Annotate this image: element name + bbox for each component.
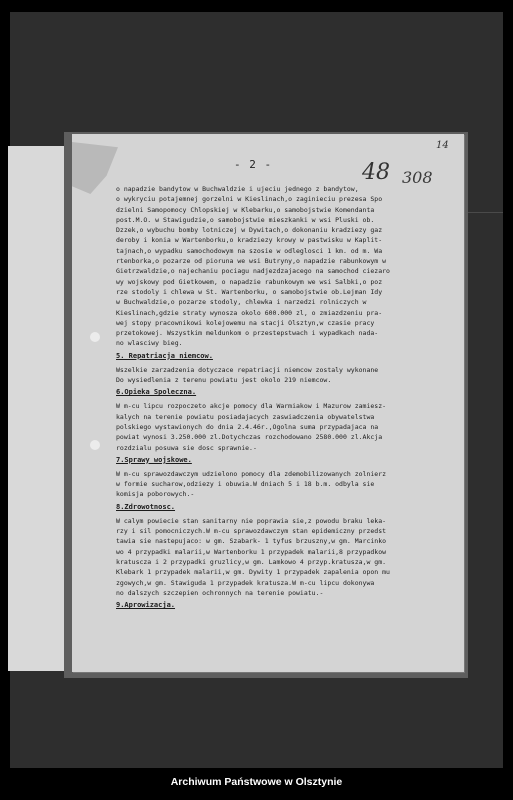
- handwritten-crossed-number: 308: [402, 168, 433, 187]
- text-line: tawia sie nastepujaco: w gm. Szabark- 1 tyfus brzuszny,w gm. Marcinko: [116, 537, 387, 546]
- underlying-page: [8, 146, 72, 671]
- text-line: w Buchwaldzie,o pozarze stodoly, chlewka i narzedzi rolniczych w: [116, 298, 367, 307]
- text-line: rozdzialu posuwa sie dosc sprawnie.-: [116, 443, 257, 452]
- corner-page-number: 14: [436, 140, 449, 151]
- text-line: zgowych,w gm. Stawiguda 1 przypadek kratusza.W m-cu lipcu dokonywa: [116, 578, 375, 587]
- page-number: - 2 -: [234, 158, 273, 171]
- text-line: Wszelkie zarzadzenia dotyczace repatriacji niemcow zostaly wykonane: [116, 365, 379, 374]
- punch-hole: [90, 332, 100, 342]
- text-line: wo 4 przypadki malarii,w Wartenborku 1 przypadek malarii,8 przypadkow: [116, 547, 387, 556]
- text-line: kalych na terenie powiatu posiadajacych zaswiadczenia obywatelstwa: [116, 412, 375, 421]
- text-line: tajnach,o wypadku samochodowym na szosie w odleglosci 1 km. od m. Wa: [116, 246, 383, 255]
- archive-caption: Archiwum Państwowe w Olsztynie: [170, 776, 343, 788]
- text-line: post.M.O. w Stawigudzie,o samobojstwie mieszkanki w wsi Pluski ob.: [116, 215, 375, 224]
- text-line: kratuscza i 2 przypadki gruzlicy,w gm. Lamkowo 4 przyp.kratusza,w gm.: [116, 557, 387, 566]
- text-line: dzielni Samopomocy Chlopskiej w Klebarku,o samobojstwie Komendanta: [116, 205, 375, 214]
- text-line: Do wysiedlenia z terenu powiatu jest okolo 219 niemcow.: [116, 376, 332, 385]
- text-line: Gietrzwaldzie,o najechaniu pociagu nadjezdzajacego na samochod ciezaro: [116, 267, 390, 276]
- text-line: W m-cu lipcu rozpoczeto akcje pomocy dla Warmiakow i Mazurow zamiesz-: [116, 402, 387, 411]
- section-heading-military: 7.Sprawy wojskowe.: [116, 455, 192, 464]
- text-line: wy wojskowy pod Gietkowem, o napadzie rabunkowym we wsi Salbki,o poz: [116, 277, 383, 286]
- text-line: W m-cu sprawozdawczym udzielono pomocy dla zdemobilizowanych zolnierz: [116, 469, 387, 478]
- punch-hole: [90, 440, 100, 450]
- section-heading-repatriation: 5. Repatriacja niemcow.: [116, 351, 213, 360]
- text-line: w formie sucharow,odziezy i obuwia.W dniach 5 i 18 b.m. odbyla sie: [116, 480, 375, 489]
- text-line: Kieslinach,gdzie straty wynosza okolo 600.000 zl, o zmiazdzeniu pra-: [116, 308, 383, 317]
- text-line: rzy i sil pomocniczych.W m-cu sprawozdawczym stan epidemiczny przedst: [116, 527, 387, 536]
- text-line: no dalszych szczepien ochronnych na terenie powiatu.-: [116, 588, 324, 597]
- text-line: polskiego wystawionych do dnia 2.4.46r.,Ogolna suma przypadajaca na: [116, 422, 379, 431]
- text-line: komisja poborowych.-: [116, 490, 195, 499]
- text-line: Dzzek,o wybuchu bomby lotniczej w Dywitach,o dokonaniu kradziezy gaz: [116, 226, 383, 235]
- section-heading-social-care: 6.Opieka Spoleczna.: [116, 388, 197, 397]
- text-line: deroby i konia w Wartenborku,o kradziezy krowy w pastwisku w Kaplit-: [116, 236, 383, 245]
- text-line: wej stopy pracownikowi kolejowemu na stacji Olsztyn,w czasie pracy: [116, 318, 375, 327]
- text-line: rze stodoly i chlewa w St. Wartenborku, o samobojstwie ob.Lejman Idy: [116, 287, 383, 296]
- section-heading-health: 8.Zdrowotnosc.: [116, 502, 176, 511]
- handwritten-folio-number: 48: [362, 160, 390, 185]
- text-line: o napadzie bandytow w Buchwaldzie i ujeciu jednego z bandytow,: [116, 185, 359, 193]
- text-line: no wlasciwy bieg.: [116, 339, 183, 348]
- text-line: W calym powiecie stan sanitarny nie poprawia sie,z powodu braku leka-: [116, 516, 387, 525]
- torn-corner: [72, 142, 118, 194]
- text-line: powiat wynosi 3.250.000 zl.Dotychczas rozchodowano 2580.000 zl.Akcja: [116, 433, 383, 442]
- document-page: [72, 134, 464, 672]
- text-line: Klebark 1 przypadek malarii,w gm. Dywity 1 przypadek zapalenia opon mu: [116, 568, 390, 577]
- text-line: rtenborka,o pozarze od pioruna we wsi Butryny,o napadzie rabunkowym w: [116, 257, 387, 266]
- text-line: o wykryciu potajemnej gorzelni w Kieslinach,o zaginieciu prezesa Spo: [116, 195, 383, 204]
- section-heading-provisioning: 9.Aprowizacja.: [116, 601, 176, 610]
- text-line: przetokowej. Wszystkim meldunkom o przestepstwach i wypadkach nada-: [116, 329, 379, 338]
- intro-paragraph: [116, 184, 461, 614]
